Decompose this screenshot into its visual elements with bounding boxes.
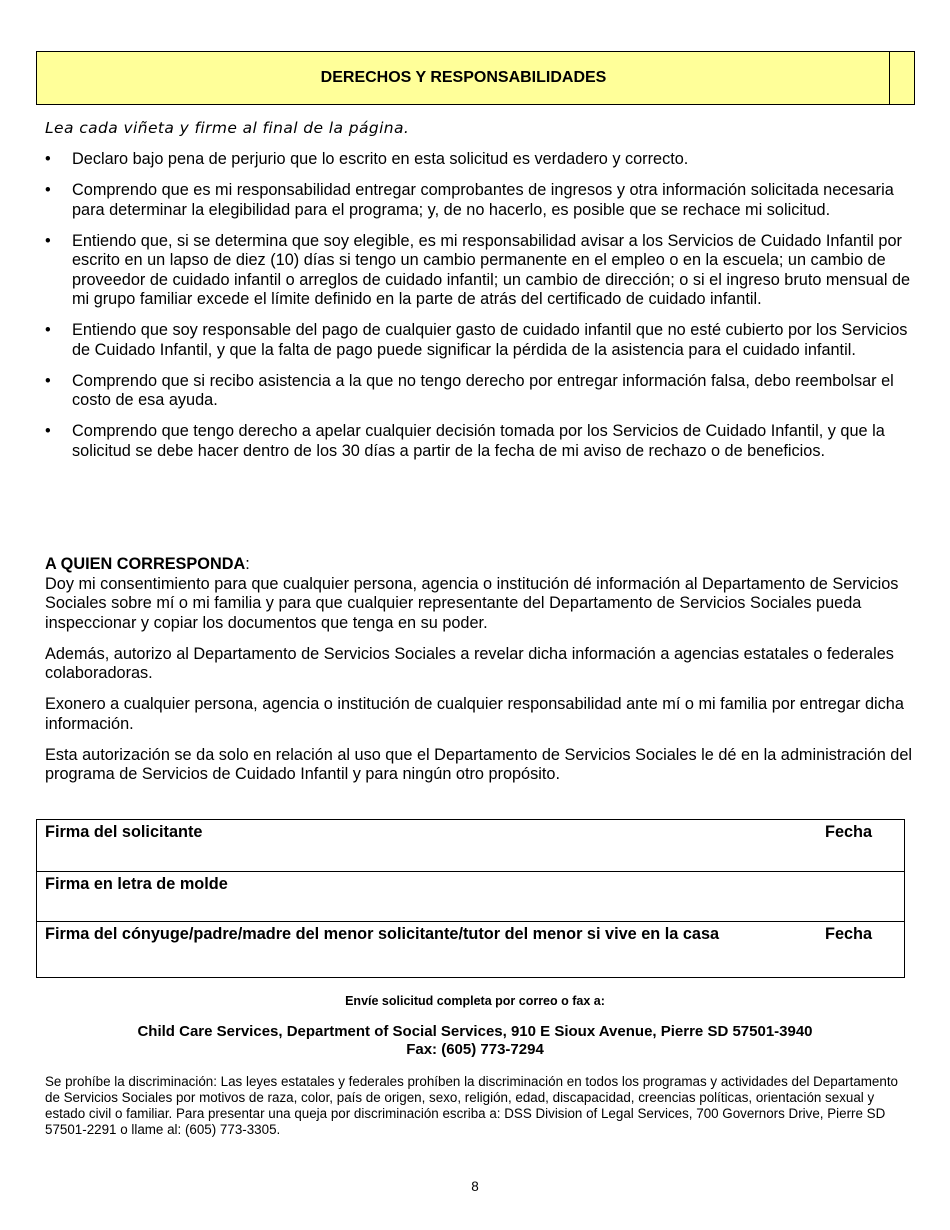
consent-heading-line [45, 555, 913, 575]
signature-table [36, 819, 905, 978]
list-item-text: Comprendo que si recibo asistencia a la que no tengo derecho por entregar información falsa, debo reembolsar el costo de esa ayuda. [72, 371, 894, 409]
list-item-text: Comprendo que tengo derecho a apelar cualquier decisión tomada por los Servicios de Cuidado Infantil, y que la solicitud se debe hacer dentro de los 30 días a partir de la fecha de mi aviso de rechazo o de beneficios. [72, 422, 885, 460]
consent-heading: A QUIEN CORRESPONDA [45, 555, 246, 573]
bullet-icon: • [45, 371, 51, 390]
consent-paragraph: Además, autorizo al Departamento de Servicios Sociales a revelar dicha información a agencias estatales o federales colaboradoras. [45, 644, 894, 682]
list-item-text: Entiendo que, si se determina que soy elegible, es mi responsabilidad avisar a los Servicios de Cuidado Infantil por escrito en un lapso de diez (10) días si tengo un cambio permanente en el empleo o en la escuela; un cambio de proveedor de cuidado infantil o arreglos de cuidado infantil; un cambio de dirección; o si el ingreso bruto mensual de mi grupo familiar excede el límite definido en la parte de atrás del certificado de cuidado infantil. [72, 231, 911, 308]
list-item [45, 422, 913, 461]
list-item [45, 181, 913, 220]
discrimination-notice: Se prohíbe la discriminación: Las leyes estatales y federales prohíben la discriminación en todos los programas y actividades del Departamento de Servicios Sociales por motivos de raza, color, país de origen, sexo, religión, edad, discapacidad, creencias políticas, orientación sexual y estado civil o familiar. Para presentar una queja por discriminación escriba a: DSS Division of Legal Services, 700 Governors Drive, Pierre SD 57501-2291 o llame al: (605) 773-3305. [45, 1074, 898, 1137]
rights-list [45, 150, 913, 473]
list-item-text: Declaro bajo pena de perjurio que lo escrito en esta solicitud es verdadero y correcto. [72, 150, 689, 168]
list-item-text: Entiendo que soy responsable del pago de cualquier gasto de cuidado infantil que no esté cubierto por los Servicios de Cuidado Infantil, y que la falta de pago puede significar la pérdida de la asistencia para el cuidado infantil. [72, 321, 908, 359]
section-title: DERECHOS Y RESPONSABILIDADES [320, 69, 607, 86]
bullet-icon: • [45, 150, 51, 168]
list-item-text: Comprendo que es mi responsabilidad entregar comprobantes de ingresos y otra información solicitada necesaria para determinar la elegibilidad para el programa; y, de no hacerlo, es posible que se rechace mi solicitud. [72, 181, 894, 219]
consent-paragraph: Exonero a cualquier persona, agencia o institución de cualquier responsabilidad ante mí o mi familia por entregar dicha información. [45, 695, 904, 733]
spouse-date-label: Fecha [825, 925, 873, 943]
applicant-signature-field[interactable] [37, 820, 904, 872]
fax-number: Fax: (605) 773-7294 [406, 1041, 544, 1058]
spouse-signature-field[interactable] [37, 922, 904, 977]
bullet-icon: • [45, 321, 51, 339]
consent-paragraph: Doy mi consentimiento para que cualquier persona, agencia o institución dé información al Departamento de Servicios Sociales sobre mí o mi familia y para que cualquier representante del Departamento de Servicios Sociales pueda inspeccionar y copiar los documentos que tenga en su poder. [45, 574, 899, 632]
spouse-signature-label: Firma del cónyuge/padre/madre del menor solicitante/tutor del menor si vive en la casa [45, 925, 720, 943]
consent-heading-colon: : [245, 555, 250, 573]
mailing-address-block [0, 1023, 950, 1059]
bullet-icon: • [45, 422, 51, 440]
printed-name-label: Firma en letra de molde [45, 875, 228, 893]
applicant-date-label: Fecha [825, 823, 873, 841]
send-instructions: Envíe solicitud completa por correo o fax a: [345, 994, 605, 1008]
section-title-bar [36, 51, 915, 105]
mailing-address: Child Care Services, Department of Social Services, 910 E Sioux Avenue, Pierre SD 57501-3940 [137, 1023, 813, 1040]
page-number: 8 [471, 1179, 479, 1194]
list-item [45, 150, 913, 170]
instruction-text: Lea cada viñeta y firme al final de la página. [45, 119, 410, 137]
list-item [45, 232, 913, 310]
list-item [45, 372, 913, 411]
consent-paragraph: Esta autorización se da solo en relación al uso que el Departamento de Servicios Sociales le dé en la administración del programa de Servicios de Cuidado Infantil y para ningún otro propósito. [45, 745, 913, 783]
bullet-icon: • [45, 181, 51, 199]
printed-name-field[interactable] [37, 872, 904, 922]
consent-section [45, 555, 913, 796]
list-item [45, 321, 913, 360]
bullet-icon: • [45, 231, 51, 250]
applicant-signature-label: Firma del solicitante [45, 823, 203, 841]
title-side-cell [889, 52, 914, 104]
